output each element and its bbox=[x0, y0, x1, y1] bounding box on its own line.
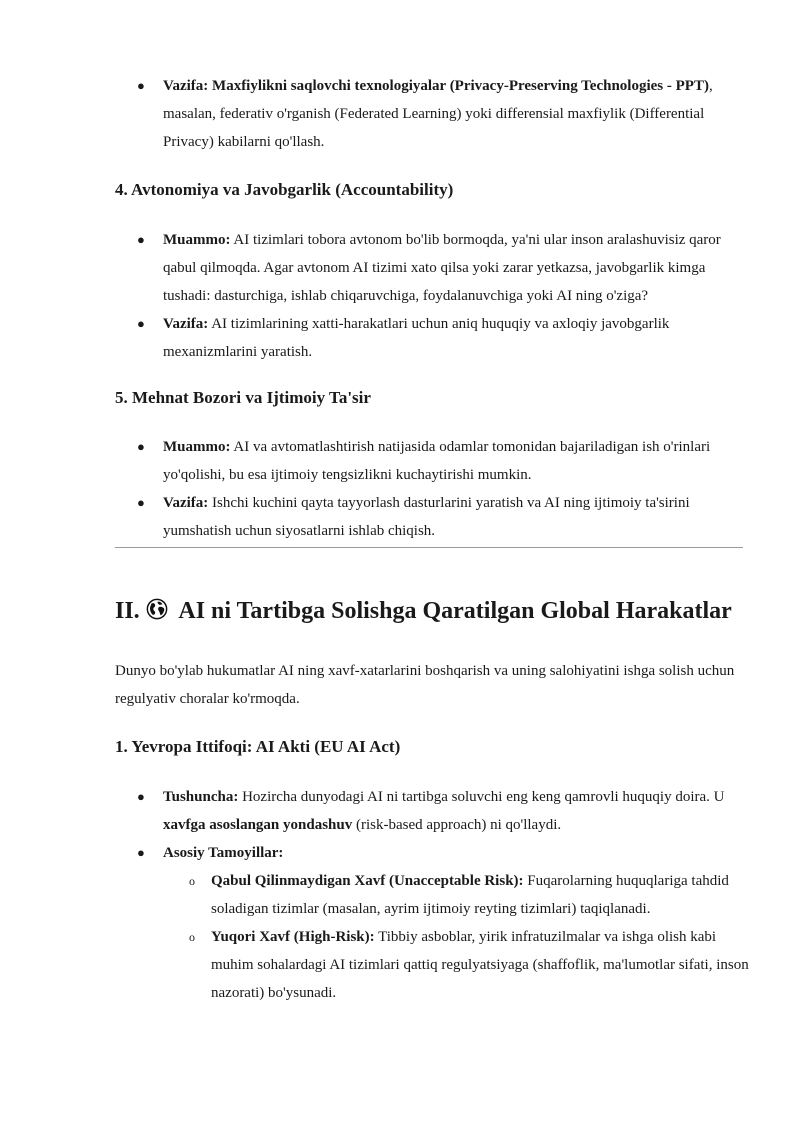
bullet-icon: ● bbox=[137, 845, 145, 860]
item-label: Muammo: bbox=[163, 232, 231, 248]
item-text: , masalan, federativ o'rganish (Federated Learning) yoki differensial maxfiylik (Differential Privacy) kabilarni qo'llash. bbox=[163, 78, 713, 150]
section-4-heading: 4. Avtonomiya va Javobgarlik (Accountability) bbox=[115, 180, 454, 199]
heading-prefix: II. bbox=[115, 598, 140, 624]
item-bold-text: xavfga asoslangan yondashuv bbox=[163, 817, 353, 833]
part-2-intro: Dunyo bo'ylab hukumatlar AI ning xavf-xatarlarini boshqarish va uning salohiyatini ishga solish uchun regulyativ choralar ko'rmoqda. bbox=[115, 663, 735, 707]
item-label: Asosiy Tamoyillar: bbox=[163, 845, 284, 861]
horizontal-divider bbox=[115, 547, 743, 548]
item-label: Vazifa: bbox=[163, 78, 209, 94]
list-item bbox=[137, 433, 753, 489]
bullet-icon: ● bbox=[137, 789, 145, 804]
item-label: Tushuncha: bbox=[163, 789, 239, 805]
item-text: AI tizimlari tobora avtonom bo'lib bormoqda, ya'ni ular inson aralashuvisiz qaror qabul qilmoqda. Agar avtonom AI tizimi xato qilsa yoki zarar yetkazsa, javobgarlik kimga tushadi: dasturchiga, ishlab chiqaruvchiga, foydalanuvchiga yoki AI ning o'ziga? bbox=[163, 232, 721, 304]
item-label: Vazifa: bbox=[163, 495, 209, 511]
item-label: Muammo: bbox=[163, 439, 231, 455]
item-bold-text: Maxfiylikni saqlovchi texnologiyalar (Privacy-Preserving Technologies - PPT) bbox=[212, 78, 709, 94]
bullet-icon: ● bbox=[137, 495, 145, 510]
eu-ai-act-heading: 1. Yevropa Ittifoqi: AI Akti (EU AI Act) bbox=[115, 737, 401, 756]
list-item bbox=[137, 226, 753, 310]
circle-bullet-icon: o bbox=[189, 930, 195, 944]
item-text: Fuqarolarning huquqlariga tahdid soladigan tizimlar (masalan, ayrim ijtimoiy reyting tizimlari) taqiqlanadi. bbox=[211, 873, 729, 917]
item-text: AI tizimlarining xatti-harakatlari uchun aniq huquqiy va axloqiy javobgarlik mexanizmlarini yaratish. bbox=[163, 316, 670, 360]
circle-bullet-icon: o bbox=[189, 874, 195, 888]
part-2-heading bbox=[115, 595, 732, 627]
list-item bbox=[137, 489, 753, 545]
item-label: Qabul Qilinmaydigan Xavf (Unacceptable Risk): bbox=[211, 873, 524, 889]
bullet-icon: ● bbox=[137, 316, 145, 331]
item-text: AI va avtomatlashtirish natijasida odamlar tomonidan bajariladigan ish o'rinlari yo'qolishi, bu esa ijtimoiy tengsizlikni kuchaytirishi mumkin. bbox=[163, 439, 711, 483]
heading-text: AI ni Tartibga Solishga Qaratilgan Global Harakatlar bbox=[178, 598, 732, 624]
item-label: Yuqori Xavf (High-Risk): bbox=[211, 929, 375, 945]
bullet-icon: ● bbox=[137, 439, 145, 454]
bullet-icon: ● bbox=[137, 232, 145, 247]
item-text: Hozircha dunyodagi AI ni tartibga soluvchi eng keng qamrovli huquqiy doira. U bbox=[238, 789, 725, 805]
list-item-ppt bbox=[137, 72, 753, 156]
item-text: Tibbiy asboblar, yirik infratuzilmalar va ishga olish kabi muhim sohalardagi AI tizimlari qattiq regulyatsiyaga (shaffoflik, ma'lumotlar sifati, inson nazorati) bo'ysunadi. bbox=[211, 929, 749, 1001]
sub-list-item bbox=[189, 923, 751, 1007]
item-text: Ishchi kuchini qayta tayyorlash dasturlarini yaratish va AI ning ijtimoiy ta'sirini yumshatish uchun siyosatlarni ishlab chiqish. bbox=[163, 495, 690, 539]
section-5-heading: 5. Mehnat Bozori va Ijtimoiy Ta'sir bbox=[115, 388, 371, 407]
item-label: Vazifa: bbox=[163, 316, 209, 332]
bullet-icon: ● bbox=[137, 78, 145, 93]
list-item-principles bbox=[137, 839, 753, 867]
list-item bbox=[137, 310, 753, 366]
list-item-concept bbox=[137, 783, 753, 839]
item-text: (risk-based approach) ni qo'llaydi. bbox=[352, 817, 562, 833]
globe-icon bbox=[146, 598, 168, 620]
sub-list-item bbox=[189, 867, 751, 923]
